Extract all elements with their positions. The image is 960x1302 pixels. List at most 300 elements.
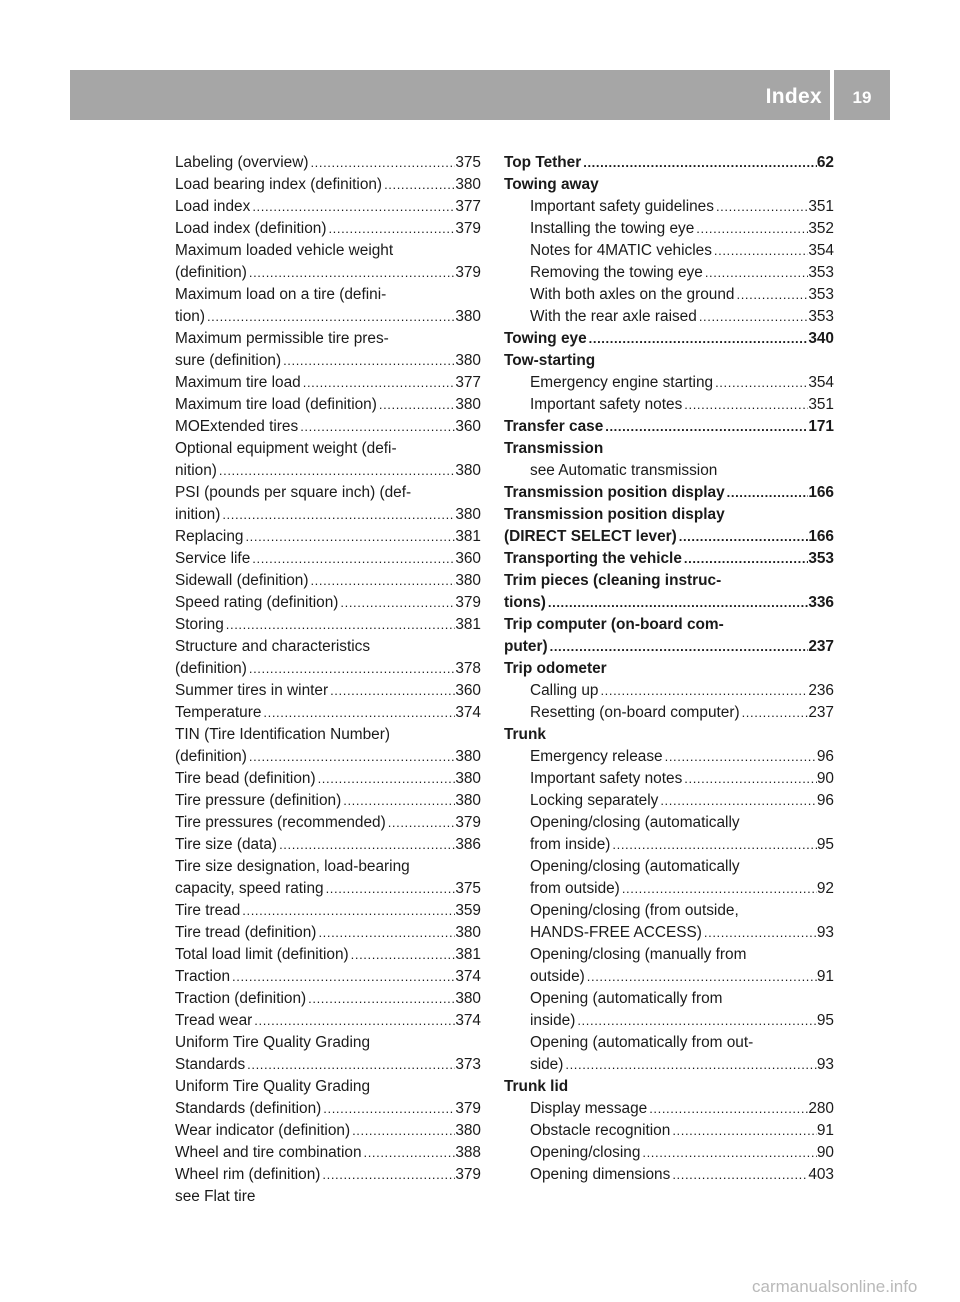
index-page-number: 96 [816,792,834,809]
page-title: Index [765,85,822,108]
index-entry [175,1142,481,1164]
index-entry-text: Maximum tire load [175,374,301,391]
dot-leader [658,790,817,812]
dot-leader [702,922,817,944]
dot-leader [220,504,455,526]
index-entry-text: inside) [530,1012,576,1029]
dot-leader [350,1120,455,1142]
index-page-number: 237 [808,638,834,655]
index-page-number: 353 [808,264,834,281]
index-page-number: 380 [455,572,481,589]
index-entry [175,262,481,284]
index-page-number: 93 [816,1056,834,1073]
dot-leader [205,306,455,328]
index-entry-text: from outside) [530,880,620,897]
index-entry-text: outside) [530,968,585,985]
dot-leader [217,460,455,482]
index-page-number: 90 [816,770,834,787]
dot-leader [703,262,808,284]
index-page-number: 62 [816,154,834,171]
index-page-number: 380 [455,396,481,413]
dot-leader [575,1010,817,1032]
index-entry [175,196,481,218]
dot-leader [587,328,809,350]
dot-leader [734,284,808,306]
index-heading: Trunk lid [504,1078,569,1095]
index-entry [175,504,481,526]
index-entry-text: Emergency release [530,748,663,765]
dot-leader [585,966,817,988]
index-page-number: 351 [808,396,834,413]
index-page-number: 166 [808,528,834,545]
index-page-number: 380 [455,1122,481,1139]
index-entry-text: Total load limit (definition) [175,946,349,963]
index-page-number: 379 [455,220,481,237]
index-entry-text: from inside) [530,836,611,853]
index-entry-text: Tire size (data) [175,836,278,853]
dot-leader [281,350,455,372]
index-entry-text: Opening/closing [530,1144,641,1161]
index-entry [504,768,834,790]
index-entry-text: (DIRECT SELECT lever) [504,528,677,545]
index-entry-text: Wheel and tire combination [175,1144,362,1161]
index-entry-text: Wheel rim (definition) [175,1166,321,1183]
index-page-number: 379 [455,1166,481,1183]
index-entry: Uniform Tire Quality Grading [175,1078,371,1095]
index-entry [504,702,834,724]
dot-leader [382,174,455,196]
index-entry-text: Notes for 4MATIC vehicles [530,242,712,259]
index-entry-text: Emergency engine starting [530,374,714,391]
index-heading [504,592,834,614]
index-entry-text: Towing eye [504,330,587,347]
index-entry [504,240,834,262]
dot-leader [548,636,809,658]
index-entry [175,592,481,614]
dot-leader [308,152,455,174]
index-page-number: 381 [455,616,481,633]
index-page-number: 353 [808,286,834,303]
dot-leader [714,196,808,218]
index-entry [175,922,481,944]
index-entry [175,680,481,702]
index-page-number: 352 [808,220,834,237]
index-page-number: 388 [455,1144,481,1161]
dot-leader [677,526,809,548]
dot-leader [603,416,808,438]
index-heading: Trip computer (on-board com- [504,616,724,633]
index-entry [175,174,481,196]
dot-leader [682,548,808,570]
index-entry [175,1010,481,1032]
index-entry [175,944,481,966]
dot-leader [250,196,455,218]
index-entry-text: Temperature [175,704,262,721]
index-heading: Transmission [504,440,604,457]
dot-leader [224,614,456,636]
index-page-number: 336 [808,594,834,611]
index-entry [175,394,481,416]
index-page-number: 403 [808,1166,834,1183]
dot-leader [640,1142,817,1164]
index-heading [504,636,834,658]
index-entry-text: Resetting (on-board computer) [530,704,740,721]
dot-leader [247,262,455,284]
index-page-number: 380 [455,792,481,809]
index-page-number: 380 [455,462,481,479]
index-page-number: 380 [455,176,481,193]
index-entry: see Flat tire [175,1188,256,1205]
index-page-number: 280 [808,1100,834,1117]
index-page-number: 353 [808,308,834,325]
index-heading [504,548,834,570]
index-heading [504,482,834,504]
dot-leader [298,416,455,438]
index-entry-text: Standards (definition) [175,1100,322,1117]
index-page-number: 351 [808,198,834,215]
index-entry-text: Standards [175,1056,246,1073]
index-entry: see Automatic transmission [530,462,718,479]
index-entry-text: Summer tires in winter [175,682,329,699]
index-page-number: 380 [455,506,481,523]
index-page-number: 354 [808,242,834,259]
index-entry: Uniform Tire Quality Grading [175,1034,371,1051]
index-entry [504,790,834,812]
dot-leader [301,372,456,394]
dot-leader [725,482,809,504]
index-entry [504,680,834,702]
index-entry [504,1120,834,1142]
dot-leader [252,1010,455,1032]
index-entry [504,746,834,768]
index-page-number: 380 [455,990,481,1007]
index-entry-text: side) [530,1056,564,1073]
index-entry-text: With the rear axle raised [530,308,697,325]
index-entry [175,306,481,328]
index-entry-text: tion) [175,308,205,325]
index-page-number: 374 [455,704,481,721]
index-page-number: 90 [816,1144,834,1161]
index-page-number: 92 [816,880,834,897]
index-entry [175,460,481,482]
dot-leader [563,1054,817,1076]
index-entry-text: Top Tether [504,154,582,171]
index-entry: Opening (automatically from [530,990,723,1007]
index-entry [175,526,481,548]
index-entry-text: inition) [175,506,221,523]
index-entry-text: Traction [175,968,231,985]
index-page-number: 91 [816,1122,834,1139]
index-entry: Opening/closing (automatically [530,858,740,875]
index-entry [175,1164,481,1186]
dot-leader [321,1098,455,1120]
index-page-number: 373 [455,1056,481,1073]
dot-leader [324,878,456,900]
dot-leader [546,592,808,614]
index-entry-text: Removing the towing eye [530,264,703,281]
index-heading: Trim pieces (cleaning instruc- [504,572,722,589]
index-heading: Tow-starting [504,352,596,369]
dot-leader [740,702,809,724]
index-page-number: 359 [455,902,481,919]
index-entry-text: HANDS-FREE ACCESS) [530,924,702,941]
index-entry-text: Wear indicator (definition) [175,1122,351,1139]
index-page-number: 93 [816,924,834,941]
index-entry-text: Important safety guidelines [530,198,714,215]
dot-leader [682,768,817,790]
dot-leader [247,746,455,768]
index-entry: Structure and characteristics [175,638,371,655]
dot-leader [377,394,455,416]
index-entry: Tire size designation, load-bearing [175,858,410,875]
index-entry [504,196,834,218]
index-heading [504,152,834,174]
index-page-number: 360 [455,682,481,699]
index-entry [504,1142,834,1164]
index-entry [175,614,481,636]
dot-leader [326,218,455,240]
index-entry [175,812,481,834]
index-entry [504,218,834,240]
index-entry [175,1054,481,1076]
index-entry-text: capacity, speed rating [175,880,324,897]
index-entry [504,834,834,856]
index-entry [175,768,481,790]
index-entry-text: Transporting the vehicle [504,550,682,567]
index-entry-text: Opening dimensions [530,1166,671,1183]
index-entry [175,746,481,768]
index-page-number: 237 [808,704,834,721]
index-entry [175,790,481,812]
index-entry-text: Tire pressure (definition) [175,792,342,809]
index-page-number: 379 [455,1100,481,1117]
index-page-number: 379 [455,264,481,281]
index-page-number: 91 [816,968,834,985]
index-page-number: 95 [816,836,834,853]
index-page-number: 379 [455,594,481,611]
index-entry-text: Tread wear [175,1012,253,1029]
index-entry [175,1098,481,1120]
index-page-number: 375 [455,880,481,897]
index-entry [175,966,481,988]
index-entry [504,878,834,900]
index-entry-text: Installing the towing eye [530,220,695,237]
index-entry-text: Service life [175,550,251,567]
index-entry: Opening/closing (manually from [530,946,747,963]
index-entry-text: Important safety notes [530,396,683,413]
index-page-number: 375 [455,154,481,171]
index-entry-text: Tire pressures (recommended) [175,814,386,831]
index-entry-text: Important safety notes [530,770,683,787]
dot-leader [712,240,808,262]
index-entry-text: puter) [504,638,548,655]
index-entry [175,988,481,1010]
index-entry-text: Transfer case [504,418,604,435]
index-entry [175,702,481,724]
index-entry-text: Load bearing index (definition) [175,176,383,193]
index-entry [504,1098,834,1120]
index-page-number: 374 [455,968,481,985]
index-entry-text: sure (definition) [175,352,282,369]
index-entry [504,284,834,306]
index-heading: Towing away [504,176,599,193]
index-entry-text: (definition) [175,264,247,281]
index-entry [504,1054,834,1076]
index-entry-text: nition) [175,462,217,479]
index-entry [175,570,481,592]
index-entry-text: (definition) [175,748,247,765]
index-page-number: 374 [455,1012,481,1029]
index-entry [504,922,834,944]
index-page-number: 377 [455,198,481,215]
index-entry-text: Sidewall (definition) [175,572,309,589]
index-entry-text: Obstacle recognition [530,1122,671,1139]
index-page-number: 380 [455,308,481,325]
index-page-number: 166 [808,484,834,501]
index-entry [175,416,481,438]
index-entry-text: With both axles on the ground [530,286,735,303]
dot-leader [341,790,455,812]
index-entry [175,900,481,922]
dot-leader [247,658,455,680]
dot-leader [697,306,809,328]
dot-leader [338,592,455,614]
index-heading [504,416,834,438]
index-entry: Maximum loaded vehicle weight [175,242,394,259]
dot-leader [670,1164,808,1186]
dot-leader [230,966,455,988]
index-entry-text: (definition) [175,660,247,677]
index-page-number: 377 [455,374,481,391]
dot-leader [362,1142,456,1164]
dot-leader [316,768,456,790]
index-entry-text: Speed rating (definition) [175,594,339,611]
index-entry: PSI (pounds per square inch) (def- [175,484,412,501]
index-entry: Maximum permissible tire pres- [175,330,389,347]
page-number: 19 [852,88,872,107]
dot-leader [250,548,455,570]
index-entry: Opening/closing (automatically [530,814,740,831]
dot-leader [713,372,808,394]
index-page-number: 380 [455,924,481,941]
dot-leader [306,988,455,1010]
index-entry [175,548,481,570]
index-entry: Opening (automatically from out- [530,1034,754,1051]
index-heading: Trunk [504,726,546,743]
index-page-number: 381 [455,528,481,545]
index-entry [504,1164,834,1186]
dot-leader [620,878,817,900]
index-entry-text: Display message [530,1100,648,1117]
index-page-number: 378 [455,660,481,677]
index-entry-text: Load index [175,198,251,215]
dot-leader [663,746,817,768]
index-entry-text: Calling up [530,682,599,699]
index-column-left [175,152,481,1208]
dot-leader [694,218,808,240]
dot-leader [277,834,455,856]
index-entry-text: Tire bead (definition) [175,770,316,787]
dot-leader [328,680,455,702]
index-heading [504,526,834,548]
index-entry: Maximum load on a tire (defini- [175,286,387,303]
dot-leader [243,526,455,548]
dot-leader [316,922,455,944]
index-entry-text: Replacing [175,528,244,545]
index-entry-text: Tire tread (definition) [175,924,317,941]
index-column-right [504,152,834,1186]
index-entry-text: Transmission position display [504,484,725,501]
index-entry-text: Storing [175,616,224,633]
index-page-number: 360 [455,550,481,567]
index-page-number: 340 [808,330,834,347]
dot-leader [598,680,808,702]
index-entry [175,218,481,240]
index-entry: TIN (Tire Identification Number) [175,726,390,743]
index-entry [504,966,834,988]
index-entry-text: Tire tread [175,902,241,919]
dot-leader [670,1120,817,1142]
index-entry: Opening/closing (from outside, [530,902,739,919]
index-entry-text: Load index (definition) [175,220,327,237]
index-entry [175,1120,481,1142]
index-page-number: 380 [455,352,481,369]
index-entry: Optional equipment weight (defi- [175,440,397,457]
index-entry [504,394,834,416]
index-entry [175,834,481,856]
index-entry-text: Locking separately [530,792,659,809]
index-page-number: 354 [808,374,834,391]
index-entry [504,262,834,284]
index-heading: Trip odometer [504,660,607,677]
index-heading: Transmission position display [504,506,725,523]
dot-leader [386,812,456,834]
index-page-number: 381 [455,946,481,963]
index-entry [504,1010,834,1032]
dot-leader [308,570,455,592]
index-entry [175,372,481,394]
dot-leader [240,900,455,922]
index-page-number: 171 [808,418,834,435]
index-entry [175,152,481,174]
dot-leader [581,152,817,174]
dot-leader [610,834,816,856]
dot-leader [245,1054,455,1076]
dot-leader [261,702,455,724]
index-entry [504,372,834,394]
index-page-number: 236 [808,682,834,699]
index-entry-text: tions) [504,594,546,611]
dot-leader [682,394,808,416]
index-entry [175,658,481,680]
dot-leader [647,1098,808,1120]
index-entry-text: Maximum tire load (definition) [175,396,377,413]
index-page-number: 380 [455,748,481,765]
index-page-number: 360 [455,418,481,435]
index-heading [504,328,834,350]
index-page-number: 380 [455,770,481,787]
watermark: carmanualsonline.info [752,1277,918,1296]
index-entry [175,878,481,900]
index-entry-text: Traction (definition) [175,990,307,1007]
dot-leader [349,944,456,966]
dot-leader [320,1164,455,1186]
index-entry [504,306,834,328]
index-entry-text: MOExtended tires [175,418,299,435]
index-page-number: 96 [816,748,834,765]
index-page-number: 379 [455,814,481,831]
index-page-number: 386 [455,836,481,853]
